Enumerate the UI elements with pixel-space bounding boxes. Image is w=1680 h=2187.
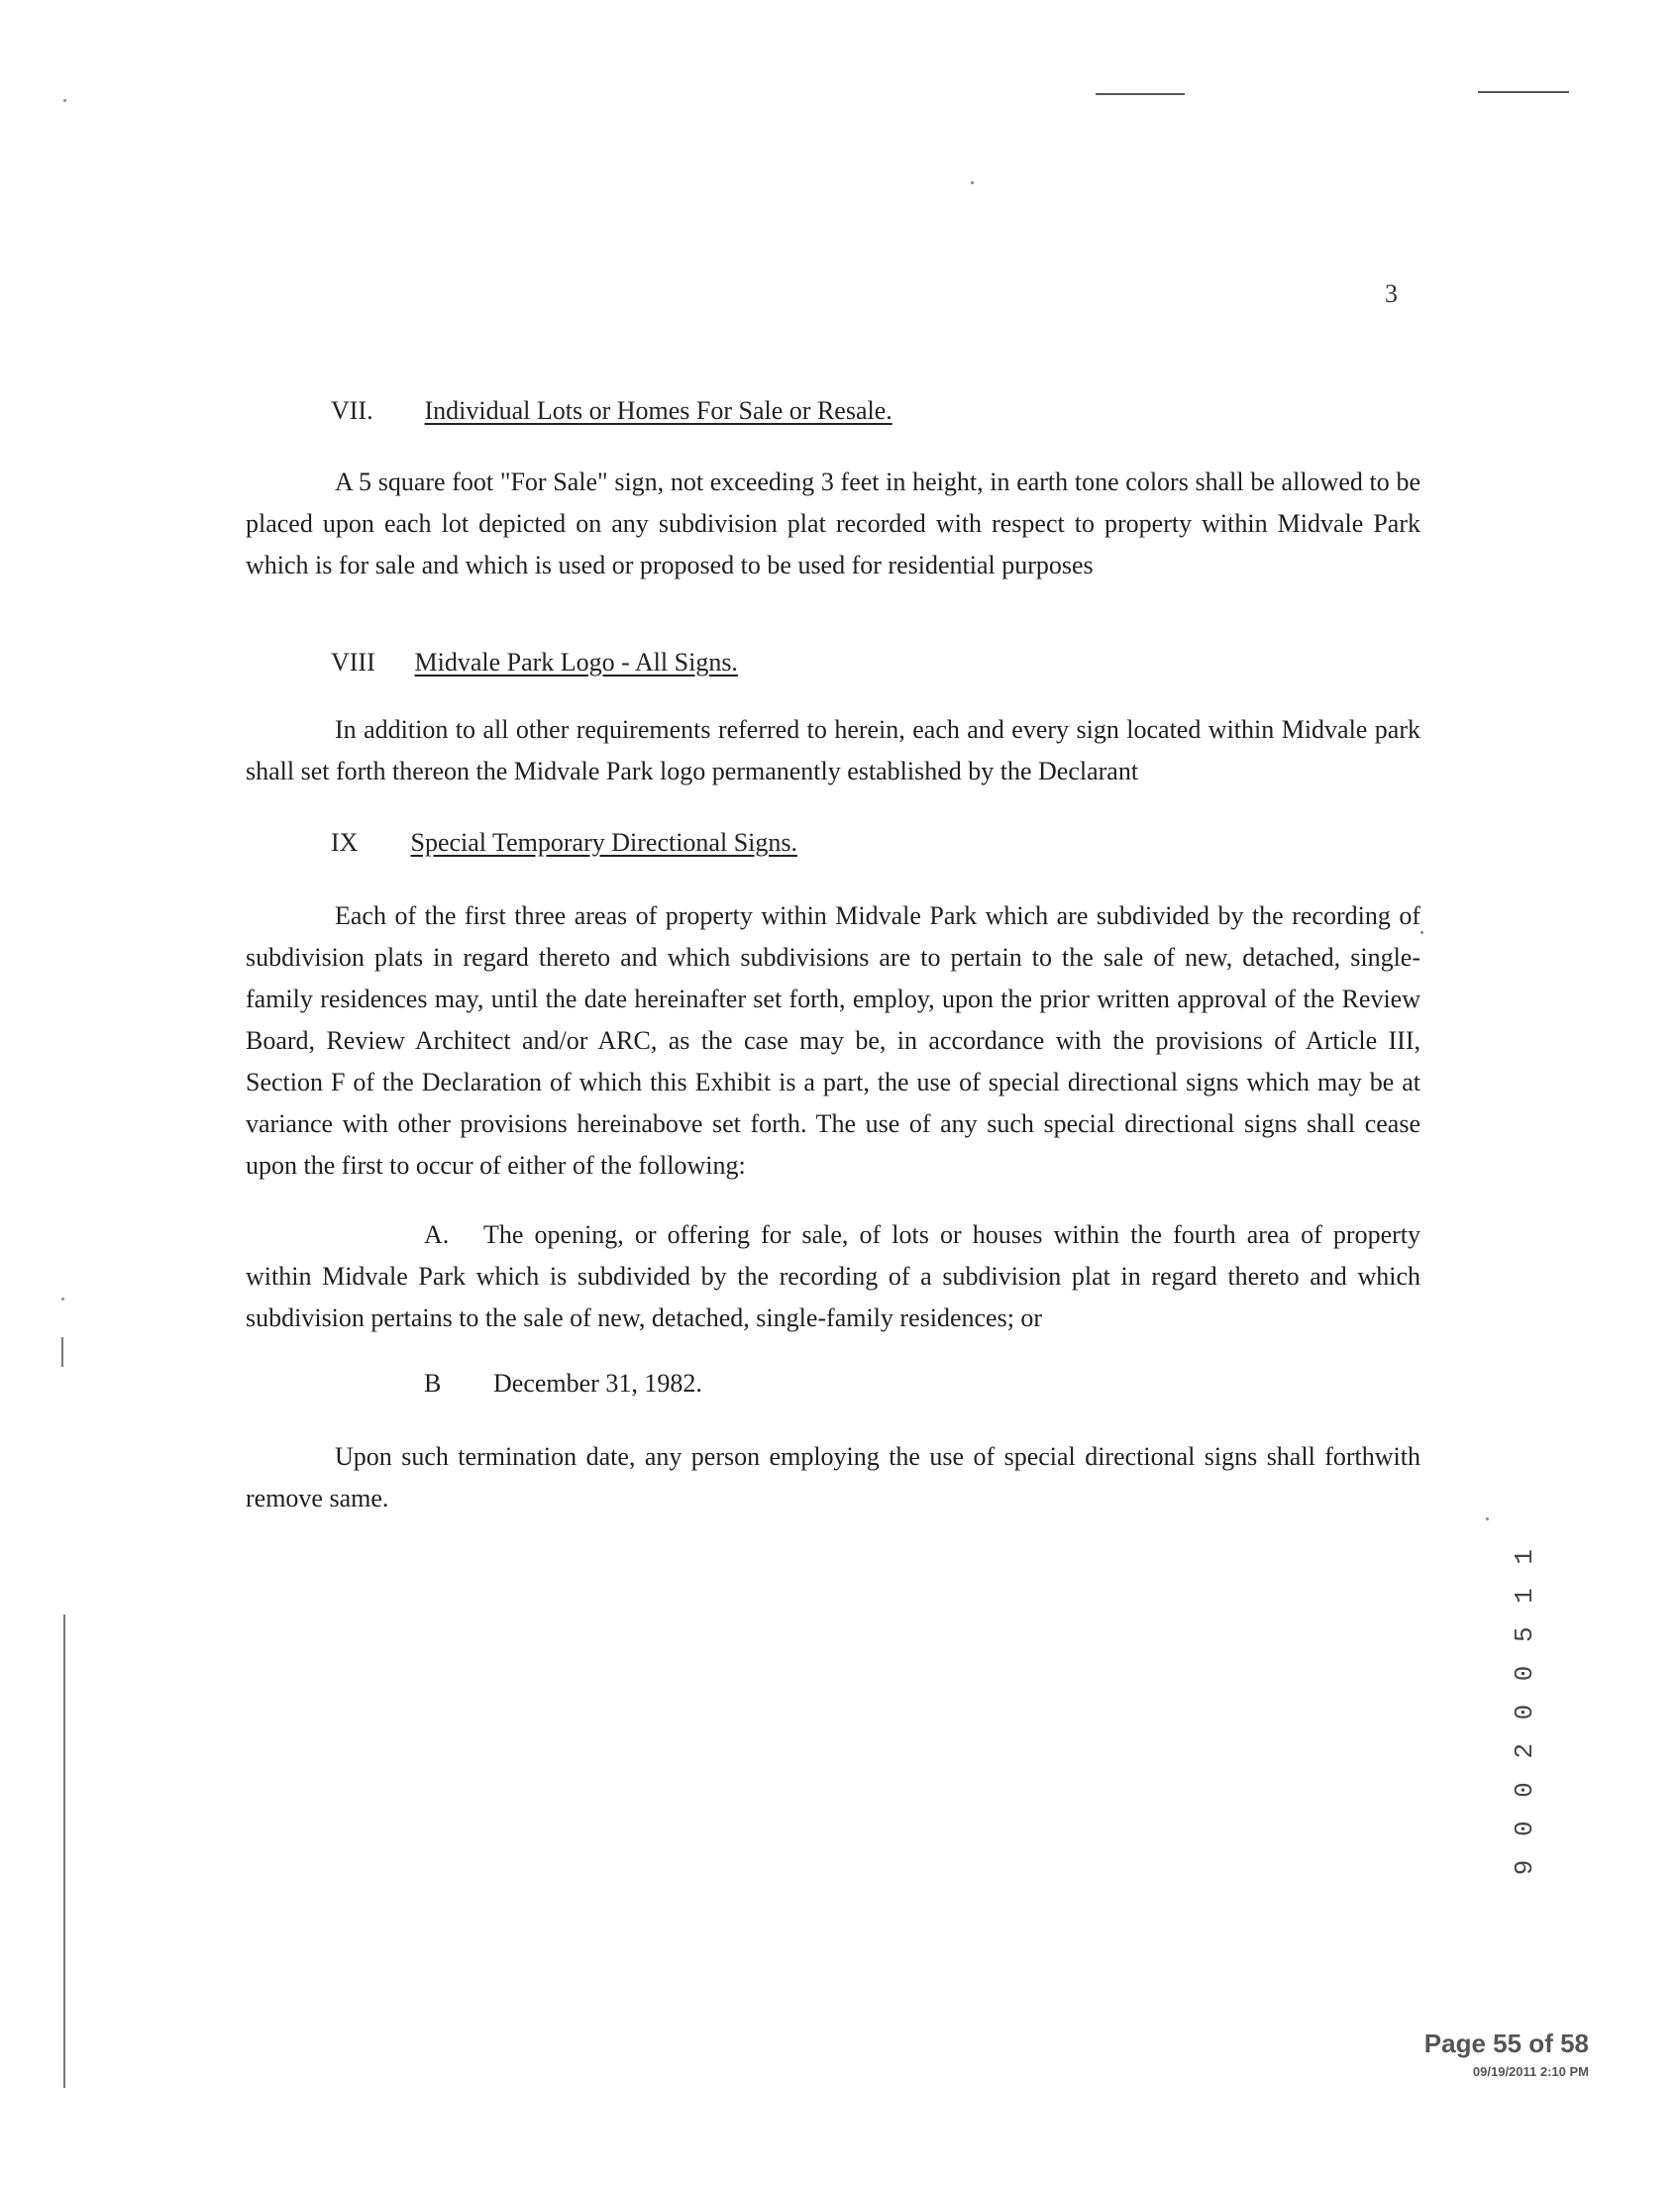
paragraph-text: Upon such termination date, any person employing the use of special directional signs shall forthwith remove same. [246,1442,1420,1512]
paragraph-text: Each of the first three areas of property within Midvale Park which are subdivided by the recording of subdivision plats in regard thereto and which subdivisions are to pertain to the sale of new, detached, single-family residences may, until the date hereinafter set forth, employ, upon the prior written approval of the Review Board, Review Architect and/or ARC, as the case may be, in accordance with the provisions of Article III, Section F of the Declaration of which this Exhibit is a part, the use of special directional signs which may be at variance with other provisions hereinabove set forth. The use of any such special directional signs shall cease upon the first to occur of either of the following: [246,901,1420,1180]
section-number: VII. [331,396,373,425]
scan-speck [1420,931,1423,934]
section-title: Individual Lots or Homes For Sale or Resale. [424,396,892,425]
paragraph-text: In addition to all other requirements referred to herein, each and every sign located within Midvale park shall set forth thereon the Midvale Park logo permanently established by the Declarant [246,715,1420,785]
page-number: 3 [1385,279,1398,308]
left-edge-line [63,1614,65,2088]
footer-page-counter: Page 55 of 58 [1423,2029,1589,2058]
section-body-viii [246,709,1420,792]
scan-speck [1486,1517,1489,1520]
section-number: VIII [331,648,375,677]
section-title: Midvale Park Logo - All Signs. [414,648,738,677]
section-body-vii [246,462,1420,586]
scan-speck [61,1298,64,1301]
top-rule-right [1478,91,1569,93]
section-heading-viii [331,648,738,677]
top-rule-left [1096,93,1185,95]
scan-speck [971,181,974,184]
item-label: A. [424,1220,450,1249]
footer-timestamp: 09/19/2011 2:10 PM [1472,2064,1589,2079]
left-edge-mark [61,1337,63,1367]
list-item-a [246,1214,1420,1339]
section-heading-vii [331,396,892,426]
section-body-ix [246,895,1420,1187]
section-title: Special Temporary Directional Signs. [410,828,797,857]
item-label: B [424,1369,442,1398]
list-item-b [246,1363,1420,1405]
scan-speck [63,99,66,102]
item-text: The opening, or offering for sale, of lots or houses within the fourth area of property within Midvale Park which is subdivided by the recording of a subdivision plat in regard thereto and which subdivision pertains to the sale of new, detached, single-family residences; or [246,1220,1420,1332]
section-number: IX [331,828,359,857]
paragraph-text: A 5 square foot "For Sale" sign, not exceeding 3 feet in height, in earth tone colors shall be allowed to be placed upon each lot depicted on any subdivision plat recorded with respect to property within Midvale Park which is for sale and which is used or proposed to be used for residential purposes [246,468,1420,579]
section-heading-ix [331,828,797,858]
closing-paragraph [246,1436,1420,1519]
recording-number-stamp: 9 0 0 2 0 0 5 1 1 [1510,1545,1539,1876]
item-text: December 31, 1982. [493,1369,702,1398]
